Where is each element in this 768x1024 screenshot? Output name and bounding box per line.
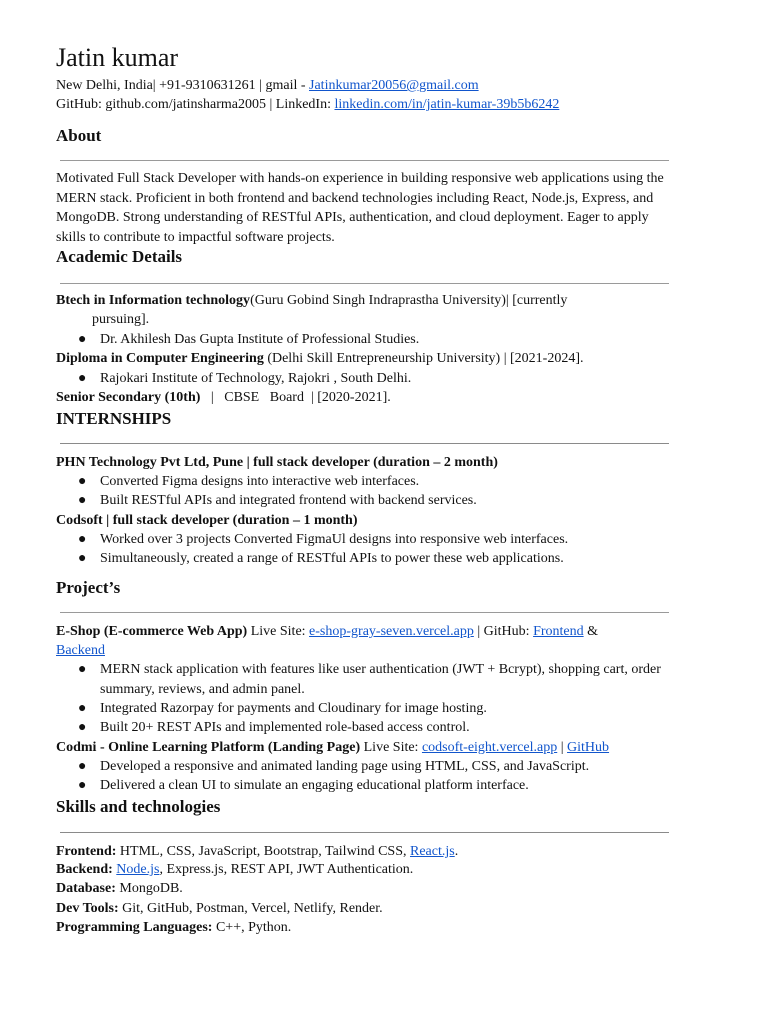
btech-entry (56, 291, 567, 310)
bullet-icon: ● (78, 371, 87, 386)
skills-label: Dev Tools: (56, 901, 119, 916)
bullet-text: Worked over 3 projects Converted FigmaUl designs into responsive web interfaces. (100, 532, 569, 547)
codmi-live-link[interactable]: codsoft-eight.vercel.app (421, 740, 558, 755)
eshop-backend-link[interactable]: Backend (56, 643, 105, 658)
skills-text: . (454, 844, 459, 859)
about-text: Motivated Full Stack Developer with hands-on experience in building responsive web applications using the MERN stack. Proficient in both frontend and backend technologies including React, Node.js, Express, and MongoDB. Strong understanding of RESTful APIs, authentication, and cloud deployment. Eager to apply skills to contribute to impactful software projects. (56, 171, 664, 245)
candidate-name: Jatin kumar (56, 43, 179, 72)
eshop-backend-line (56, 641, 105, 660)
codmi-bullet (78, 757, 589, 777)
bullet-text: MERN stack application with features like user authentication (JWT + Bcrypt), shopping cart, order summary, reviews, and admin panel. (100, 662, 661, 697)
codmi-bullet (78, 776, 529, 796)
skills-text: , Express.js, REST API, JWT Authentication. (159, 862, 414, 877)
diploma-title: Diploma in Computer Engineering (56, 351, 264, 366)
internship-bullet (78, 530, 568, 550)
internship-bullet (78, 491, 477, 511)
btech-detail-cont: pursuing]. (92, 312, 150, 327)
skills-frontend (56, 842, 458, 861)
skills-divider (60, 832, 669, 833)
github-label: | GitHub: (473, 624, 534, 639)
senior-entry (56, 388, 391, 407)
skills-backend (56, 860, 413, 879)
bullet-text: Built RESTful APIs and integrated frontend with backend services. (100, 493, 477, 508)
eshop-title: E-Shop (E-commerce Web App) (56, 624, 248, 639)
skills-text: HTML, CSS, JavaScript, Bootstrap, Tailwind CSS, (116, 844, 410, 859)
ampersand: & (583, 624, 599, 639)
senior-title: Senior Secondary (10th) (56, 390, 201, 405)
skills-text: C++, Python. (212, 920, 292, 935)
bullet-text: Integrated Razorpay for payments and Cloudinary for image hosting. (100, 701, 487, 716)
nodejs-link[interactable]: Node.js (116, 862, 160, 877)
bullet-text: Delivered a clean UI to simulate an engaging educational platform interface. (100, 778, 529, 793)
live-site-label: Live Site: (360, 740, 422, 755)
bullet-icon: ● (78, 720, 87, 735)
bullet-icon: ● (78, 493, 87, 508)
btech-detail: (Guru Gobind Singh Indraprastha University)| [currently (250, 293, 568, 308)
eshop-bullet (78, 699, 487, 719)
profiles-text: GitHub: github.com/jatinsharma2005 | LinkedIn: (56, 97, 335, 112)
bullet-text: Converted Figma designs into interactive web interfaces. (100, 474, 420, 489)
eshop-bullet (78, 718, 470, 738)
eshop-bullet (78, 660, 668, 699)
btech-title: Btech in Information technology (56, 293, 251, 308)
internships-heading: INTERNSHIPS (56, 409, 172, 428)
bullet-icon: ● (78, 759, 87, 774)
skills-database (56, 879, 183, 898)
internships-divider (60, 443, 669, 444)
skills-devtools (56, 899, 383, 918)
codmi-title-line (56, 738, 609, 757)
eshop-frontend-link[interactable]: Frontend (533, 624, 584, 639)
live-site-label: Live Site: (247, 624, 310, 639)
profiles-line (56, 95, 559, 114)
email-link[interactable]: Jatinkumar20056@gmail.com (309, 78, 479, 93)
skills-label: Database: (56, 881, 116, 896)
internship-bullet (78, 549, 564, 569)
diploma-college: Rajokari Institute of Technology, Rajokri , South Delhi. (100, 371, 412, 386)
skills-text: MongoDB. (115, 881, 183, 896)
senior-detail: | CBSE Board | [2020-2021]. (200, 390, 391, 405)
bullet-icon: ● (78, 332, 87, 347)
internship-title: PHN Technology Pvt Ltd, Pune | full stack developer (duration – 2 month) (56, 455, 498, 470)
diploma-detail: (Delhi Skill Entrepreneurship University) | [2021-2024]. (263, 351, 584, 366)
skills-label: Frontend: (56, 844, 117, 859)
projects-heading: Project’s (56, 578, 121, 597)
skills-languages (56, 918, 291, 937)
academic-divider (60, 283, 669, 284)
bullet-text: Built 20+ REST APIs and implemented role-based access control. (100, 720, 470, 735)
internship-title: Codsoft | full stack developer (duration – 1 month) (56, 513, 358, 528)
codmi-title: Codmi - Online Learning Platform (Landing Page) (56, 740, 361, 755)
bullet-icon: ● (78, 474, 87, 489)
academic-heading: Academic Details (56, 247, 183, 266)
internship-bullet (78, 472, 419, 492)
contact-text: New Delhi, India| +91-9310631261 | gmail - (56, 78, 310, 93)
reactjs-link[interactable]: React.js (409, 844, 455, 859)
skills-label: Backend: (56, 862, 113, 877)
bullet-icon: ● (78, 701, 87, 716)
diploma-college-item (78, 369, 411, 389)
bullet-text: Simultaneously, created a range of RESTful APIs to power these web applications. (100, 551, 564, 566)
skills-heading: Skills and technologies (56, 797, 221, 816)
diploma-entry (56, 349, 584, 368)
contact-line (56, 76, 479, 95)
eshop-title-line (56, 622, 598, 641)
eshop-live-link[interactable]: e-shop-gray-seven.vercel.app (309, 624, 474, 639)
projects-divider (60, 612, 669, 613)
btech-college-item (78, 330, 419, 350)
about-heading: About (56, 126, 102, 145)
bullet-icon: ● (78, 778, 87, 793)
skills-label: Programming Languages: (56, 920, 213, 935)
about-divider (60, 160, 669, 161)
separator: | (557, 740, 568, 755)
codmi-github-link[interactable]: GitHub (567, 740, 610, 755)
skills-text: Git, GitHub, Postman, Vercel, Netlify, Render. (118, 901, 383, 916)
bullet-text: Developed a responsive and animated landing page using HTML, CSS, and JavaScript. (100, 759, 590, 774)
btech-college: Dr. Akhilesh Das Gupta Institute of Professional Studies. (100, 332, 420, 347)
bullet-icon: ● (78, 532, 87, 547)
bullet-icon: ● (78, 551, 87, 566)
linkedin-link[interactable]: linkedin.com/in/jatin-kumar-39b5b6242 (334, 97, 560, 112)
bullet-icon: ● (78, 662, 87, 677)
